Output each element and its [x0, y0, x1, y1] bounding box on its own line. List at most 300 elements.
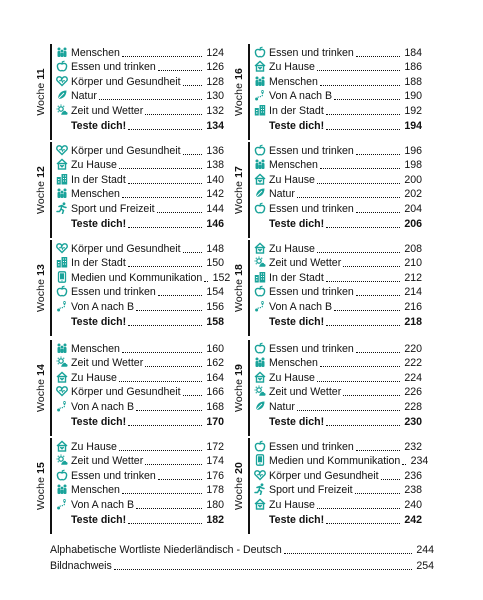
- toc-entry[interactable]: [56, 467, 224, 482]
- week-number: 11: [35, 68, 47, 80]
- week-divider: [248, 142, 250, 238]
- week-entries: [56, 340, 224, 428]
- week-word: Woche: [233, 476, 245, 510]
- entry-title: Zu Hause: [269, 371, 315, 384]
- toc-entry[interactable]: [254, 384, 422, 399]
- week-number: 19: [233, 364, 245, 376]
- week-block: [34, 240, 231, 336]
- toc-entry[interactable]: [254, 438, 422, 453]
- week-divider: [248, 340, 250, 436]
- index-section: [50, 540, 434, 572]
- city-icon: [56, 256, 68, 268]
- entry-page: 168: [206, 400, 224, 413]
- dot-leader: [402, 464, 406, 465]
- toc-entry[interactable]: [56, 73, 224, 88]
- week-label-text: [35, 264, 47, 312]
- toc-entry[interactable]: [56, 298, 224, 313]
- test-entry[interactable]: [254, 511, 422, 526]
- index-title: Bildnachweis: [50, 560, 112, 572]
- house-icon: [254, 173, 266, 185]
- week-entries: [254, 44, 422, 132]
- entry-page: 176: [206, 469, 224, 482]
- entry-page: 224: [404, 371, 422, 384]
- dot-leader: [326, 227, 400, 228]
- entry-page: 144: [206, 202, 224, 215]
- toc-entry[interactable]: [56, 384, 224, 399]
- week-number: 17: [233, 166, 245, 178]
- dot-leader: [158, 479, 202, 480]
- dot-leader: [356, 154, 400, 155]
- dot-leader: [317, 183, 400, 184]
- week-block: [34, 438, 224, 534]
- entry-title: Zeit und Wetter: [269, 386, 342, 399]
- entry-page: 222: [404, 357, 422, 370]
- entry-page: 216: [404, 300, 422, 313]
- test-title: Teste dich!: [71, 119, 127, 132]
- toc-entry[interactable]: [254, 255, 422, 270]
- entry-title: Von A nach B: [269, 90, 333, 103]
- entry-title: Körper und Gesundheit: [71, 144, 181, 157]
- week-entries: [254, 142, 422, 230]
- dot-leader: [343, 266, 400, 267]
- toc-entry[interactable]: [254, 467, 422, 482]
- entry-title: Essen und trinken: [269, 144, 354, 157]
- entry-page: 148: [206, 242, 224, 255]
- week-word: Woche: [35, 82, 47, 116]
- people-icon: [56, 483, 68, 495]
- entry-page: 214: [404, 286, 422, 299]
- index-title: Alphabetische Wortliste Niederländisch - Deutsch: [50, 544, 282, 556]
- house-icon: [254, 60, 266, 72]
- toc-entry[interactable]: [56, 340, 224, 355]
- toc-entry[interactable]: [56, 200, 224, 215]
- house-icon: [254, 242, 266, 254]
- test-page: 170: [206, 415, 224, 428]
- week-label-text: [35, 364, 47, 412]
- city-icon: [56, 173, 68, 185]
- entry-page: 164: [206, 371, 224, 384]
- entry-title: Zu Hause: [269, 61, 315, 74]
- test-entry[interactable]: [56, 413, 224, 428]
- leaf-icon: [254, 187, 266, 199]
- entry-page: 150: [206, 257, 224, 270]
- house-icon: [56, 158, 68, 170]
- week-label-text: [35, 166, 47, 214]
- test-entry[interactable]: [56, 117, 224, 132]
- entry-page: 234: [410, 455, 429, 468]
- week-word: Woche: [35, 180, 47, 214]
- entry-title: Essen und trinken: [71, 61, 156, 74]
- week-label: [34, 438, 48, 534]
- entry-page: 142: [206, 188, 224, 201]
- sun-icon: [254, 385, 266, 397]
- dot-leader: [99, 99, 202, 100]
- sun-icon: [254, 256, 266, 268]
- entry-title: Von A nach B: [71, 300, 135, 313]
- dot-leader: [128, 129, 202, 130]
- week-entries: [254, 240, 422, 328]
- dot-leader: [317, 252, 400, 253]
- test-title: Teste dich!: [71, 217, 127, 230]
- entry-title: Menschen: [269, 159, 318, 172]
- entry-page: 124: [206, 46, 224, 59]
- entry-page: 208: [404, 242, 422, 255]
- entry-title: Menschen: [269, 75, 318, 88]
- toc-entry[interactable]: [56, 240, 224, 255]
- test-page: 158: [206, 315, 224, 328]
- dot-leader: [326, 114, 400, 115]
- toc-entry[interactable]: [56, 59, 224, 74]
- toc-entry[interactable]: [254, 284, 422, 299]
- test-page: 194: [404, 119, 422, 132]
- house-icon: [254, 498, 266, 510]
- dot-leader: [128, 227, 202, 228]
- index-entry[interactable]: [50, 556, 434, 572]
- toc-entry[interactable]: [254, 482, 422, 497]
- test-entry[interactable]: [56, 215, 224, 230]
- week-label: [232, 240, 246, 336]
- toc-entry[interactable]: [56, 255, 224, 270]
- entry-title: In der Stadt: [269, 104, 324, 117]
- apple-icon: [254, 285, 266, 297]
- test-title: Teste dich!: [71, 415, 127, 428]
- week-word: Woche: [35, 476, 47, 510]
- toc-entry[interactable]: [56, 438, 224, 453]
- city-icon: [254, 104, 266, 116]
- entry-page: 202: [404, 188, 422, 201]
- people-icon: [254, 75, 266, 87]
- entry-title: Körper und Gesundheit: [269, 469, 379, 482]
- entry-page: 236: [404, 469, 422, 482]
- test-page: 230: [404, 415, 422, 428]
- test-entry[interactable]: [56, 313, 224, 328]
- entry-page: 184: [404, 46, 422, 59]
- week-divider: [248, 240, 250, 336]
- week-number: 12: [35, 166, 47, 178]
- dot-leader: [326, 281, 400, 282]
- dot-leader: [381, 479, 400, 480]
- dot-leader: [119, 381, 202, 382]
- apple-icon: [254, 202, 266, 214]
- house-icon: [56, 371, 68, 383]
- dot-leader: [122, 493, 202, 494]
- heart-icon: [56, 144, 68, 156]
- entry-title: Essen und trinken: [71, 286, 156, 299]
- toc-entry[interactable]: [254, 298, 422, 313]
- house-icon: [254, 371, 266, 383]
- dot-leader: [326, 523, 400, 524]
- test-title: Teste dich!: [269, 217, 325, 230]
- entry-page: 180: [206, 498, 224, 511]
- heart-icon: [56, 75, 68, 87]
- dot-leader: [128, 183, 202, 184]
- entry-title: Essen und trinken: [71, 469, 156, 482]
- week-label: [34, 44, 48, 140]
- dot-leader: [326, 325, 400, 326]
- sun-icon: [56, 356, 68, 368]
- entry-page: 156: [206, 300, 224, 313]
- dot-leader: [334, 310, 400, 311]
- entry-title: Zu Hause: [71, 440, 117, 453]
- toc-entry[interactable]: [56, 355, 224, 370]
- entry-page: 196: [404, 144, 422, 157]
- entry-title: Körper und Gesundheit: [71, 242, 181, 255]
- runner-icon: [56, 202, 68, 214]
- dot-leader: [158, 70, 202, 71]
- dot-leader: [317, 381, 400, 382]
- entry-page: 232: [404, 440, 422, 453]
- dot-leader: [136, 410, 202, 411]
- dot-leader: [122, 56, 202, 57]
- test-entry[interactable]: [254, 313, 422, 328]
- entry-page: 152: [212, 271, 231, 284]
- entry-page: 240: [404, 498, 422, 511]
- test-page: 146: [206, 217, 224, 230]
- test-title: Teste dich!: [71, 513, 127, 526]
- entry-page: 220: [404, 342, 422, 355]
- entry-title: Menschen: [71, 46, 120, 59]
- entry-page: 228: [404, 400, 422, 413]
- entry-page: 162: [206, 357, 224, 370]
- week-label-text: [233, 264, 245, 312]
- week-divider: [248, 44, 250, 140]
- dot-leader: [320, 168, 400, 169]
- toc-entry[interactable]: [56, 284, 224, 299]
- week-number: 15: [35, 462, 47, 474]
- entry-page: 126: [206, 61, 224, 74]
- entry-page: 204: [404, 202, 422, 215]
- entry-title: Zu Hause: [269, 173, 315, 186]
- heart-icon: [56, 385, 68, 397]
- dot-leader: [128, 325, 202, 326]
- index-entry[interactable]: [50, 540, 434, 556]
- week-divider: [50, 142, 52, 238]
- entry-page: 210: [404, 257, 422, 270]
- dot-leader: [320, 85, 400, 86]
- week-block: [232, 438, 429, 534]
- toc-entry[interactable]: [254, 355, 422, 370]
- entry-title: Natur: [269, 188, 295, 201]
- dot-leader: [334, 99, 400, 100]
- toc-entry[interactable]: [254, 496, 422, 511]
- entry-title: Zeit und Wetter: [71, 104, 144, 117]
- leaf-icon: [254, 400, 266, 412]
- toc-entry[interactable]: [56, 398, 224, 413]
- dot-leader: [122, 197, 202, 198]
- entry-title: Zu Hause: [71, 371, 117, 384]
- dot-leader: [128, 425, 202, 426]
- entry-title: In der Stadt: [71, 257, 126, 270]
- week-block: [34, 340, 224, 436]
- heart-icon: [254, 469, 266, 481]
- test-entry[interactable]: [254, 215, 422, 230]
- dot-leader: [204, 281, 208, 282]
- dot-leader: [326, 425, 400, 426]
- toc-entry[interactable]: [56, 88, 224, 103]
- week-label: [232, 438, 246, 534]
- toc-entry[interactable]: [254, 240, 422, 255]
- dot-leader: [320, 366, 400, 367]
- apple-icon: [56, 285, 68, 297]
- people-icon: [254, 356, 266, 368]
- toc-entry[interactable]: [56, 269, 231, 284]
- test-page: 242: [404, 513, 422, 526]
- entry-page: 226: [404, 386, 422, 399]
- toc-entry[interactable]: [56, 102, 224, 117]
- toc-entry[interactable]: [254, 398, 422, 413]
- toc-entry[interactable]: [254, 88, 422, 103]
- dot-leader: [128, 523, 202, 524]
- toc-entry[interactable]: [56, 157, 224, 172]
- week-entries: [56, 240, 231, 328]
- entry-page: 212: [404, 271, 422, 284]
- toc-entry[interactable]: [56, 186, 224, 201]
- week-label-text: [35, 462, 47, 510]
- apple-icon: [56, 469, 68, 481]
- entry-page: 192: [404, 104, 422, 117]
- toc-entry[interactable]: [56, 496, 224, 511]
- entry-title: Essen und trinken: [269, 46, 354, 59]
- week-word: Woche: [233, 180, 245, 214]
- toc-entry[interactable]: [254, 453, 429, 468]
- week-entries: [254, 340, 422, 428]
- dot-leader: [183, 252, 202, 253]
- route-icon: [254, 89, 266, 101]
- week-block: [232, 142, 422, 238]
- entry-title: Von A nach B: [71, 498, 135, 511]
- entry-title: Zeit und Wetter: [269, 257, 342, 270]
- test-page: 206: [404, 217, 422, 230]
- toc-entry[interactable]: [254, 102, 422, 117]
- entry-title: Essen und trinken: [269, 342, 354, 355]
- apple-icon: [254, 46, 266, 58]
- week-label-text: [233, 68, 245, 116]
- toc-entry[interactable]: [254, 157, 422, 172]
- entry-page: 138: [206, 159, 224, 172]
- dot-leader: [145, 366, 202, 367]
- week-word: Woche: [35, 378, 47, 412]
- entry-page: 136: [206, 144, 224, 157]
- apple-icon: [254, 440, 266, 452]
- toc-entry[interactable]: [254, 369, 422, 384]
- week-label: [232, 142, 246, 238]
- test-entry[interactable]: [254, 413, 422, 428]
- dot-leader: [145, 114, 202, 115]
- week-word: Woche: [233, 82, 245, 116]
- week-block: [34, 142, 224, 238]
- toc-entry[interactable]: [56, 142, 224, 157]
- sun-icon: [56, 104, 68, 116]
- week-label: [232, 44, 246, 140]
- toc-entry[interactable]: [56, 482, 224, 497]
- dot-leader: [183, 395, 202, 396]
- week-block: [232, 240, 422, 336]
- leaf-icon: [56, 89, 68, 101]
- week-label-text: [233, 166, 245, 214]
- entry-title: Von A nach B: [71, 400, 135, 413]
- entry-title: Sport und Freizeit: [71, 202, 155, 215]
- toc-entry[interactable]: [56, 171, 224, 186]
- toc-entry[interactable]: [56, 369, 224, 384]
- test-title: Teste dich!: [269, 513, 325, 526]
- test-title: Teste dich!: [269, 315, 325, 328]
- dot-leader: [317, 508, 400, 509]
- week-number: 14: [35, 364, 47, 376]
- toc-entry[interactable]: [254, 142, 422, 157]
- entry-title: Essen und trinken: [269, 202, 354, 215]
- test-title: Teste dich!: [269, 415, 325, 428]
- apple-icon: [254, 144, 266, 156]
- toc-entry[interactable]: [254, 59, 422, 74]
- entry-title: Menschen: [269, 357, 318, 370]
- week-word: Woche: [35, 278, 47, 312]
- entry-title: Menschen: [71, 188, 120, 201]
- week-divider: [50, 438, 52, 534]
- test-entry[interactable]: [56, 511, 224, 526]
- week-entries: [56, 44, 224, 132]
- entry-page: 238: [404, 484, 422, 497]
- entry-page: 132: [206, 104, 224, 117]
- toc-entry[interactable]: [56, 44, 224, 59]
- test-title: Teste dich!: [71, 315, 127, 328]
- toc-entry[interactable]: [56, 453, 224, 468]
- heart-icon: [56, 242, 68, 254]
- entry-title: Körper und Gesundheit: [71, 75, 181, 88]
- toc-entry[interactable]: [254, 340, 422, 355]
- entry-page: 178: [206, 484, 224, 497]
- toc-entry[interactable]: [254, 186, 422, 201]
- dot-leader: [356, 352, 400, 353]
- entry-title: Zu Hause: [269, 242, 315, 255]
- entry-title: Zeit und Wetter: [71, 455, 144, 468]
- dot-leader: [114, 569, 412, 570]
- week-divider: [50, 240, 52, 336]
- route-icon: [56, 400, 68, 412]
- dot-leader: [128, 266, 202, 267]
- week-label-text: [233, 364, 245, 412]
- dot-leader: [158, 295, 202, 296]
- dot-leader: [356, 212, 400, 213]
- week-divider: [50, 340, 52, 436]
- test-title: Teste dich!: [269, 119, 325, 132]
- entry-title: Zu Hause: [269, 498, 315, 511]
- entry-title: Menschen: [71, 484, 120, 497]
- dot-leader: [119, 168, 202, 169]
- phone-icon: [254, 454, 266, 466]
- toc-entry[interactable]: [254, 73, 422, 88]
- toc-entry[interactable]: [254, 171, 422, 186]
- dot-leader: [183, 154, 202, 155]
- test-entry[interactable]: [254, 117, 422, 132]
- week-label: [232, 340, 246, 436]
- route-icon: [56, 498, 68, 510]
- week-block: [232, 340, 422, 436]
- dot-leader: [326, 129, 400, 130]
- entry-page: 140: [206, 173, 224, 186]
- toc-entry[interactable]: [254, 44, 422, 59]
- week-word: Woche: [233, 378, 245, 412]
- week-entries: [254, 438, 429, 526]
- runner-icon: [254, 483, 266, 495]
- apple-icon: [254, 342, 266, 354]
- toc-entry[interactable]: [254, 200, 422, 215]
- entry-title: Natur: [269, 400, 295, 413]
- dot-leader: [136, 310, 202, 311]
- entry-title: In der Stadt: [269, 271, 324, 284]
- dot-leader: [343, 395, 400, 396]
- people-icon: [56, 342, 68, 354]
- toc-entry[interactable]: [254, 269, 422, 284]
